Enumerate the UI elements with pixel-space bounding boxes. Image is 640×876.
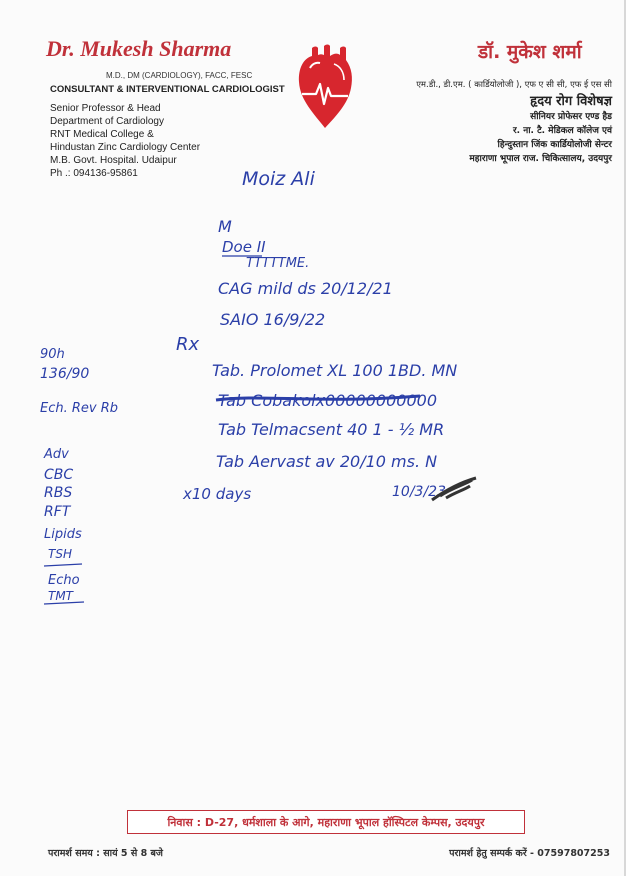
investigation-item: CBC bbox=[44, 467, 74, 483]
affiliation-line-hindi: र. ना. टै. मेडिकल कॉलेज एवं bbox=[512, 126, 612, 136]
signature-date: 10/3/23 bbox=[392, 484, 446, 500]
history-line: M bbox=[218, 217, 232, 236]
affiliation-line-hindi: हिन्दुस्तान जिंक कार्डियोलोजी सेन्टर bbox=[497, 140, 612, 150]
history-line: TTTTTME. bbox=[246, 256, 310, 271]
doctor-name-english: Dr. Mukesh Sharma bbox=[46, 36, 232, 61]
medication-line: Tab Telmacsent 40 1 - ½ MR bbox=[218, 420, 445, 439]
affiliation-line: M.B. Govt. Hospital. Udaipur bbox=[50, 155, 177, 166]
doctor-name-hindi: डॉ. मुकेश शर्मा bbox=[478, 41, 582, 63]
investigations-heading: Ech. Rev Rb bbox=[40, 401, 119, 416]
medication-line: Tab. Prolomet XL 100 1BD. MN bbox=[212, 361, 458, 380]
vitals-line: 90h bbox=[40, 347, 65, 362]
affiliation-line: Hindustan Zinc Cardiology Center bbox=[50, 142, 201, 153]
investigation-item: RBS bbox=[44, 485, 73, 501]
doctor-specialty-english: CONSULTANT & INTERVENTIONAL CARDIOLOGIST bbox=[50, 84, 285, 95]
phone-line: Ph .: 094136-95861 bbox=[50, 168, 138, 179]
medication-line-struck: Tab Cobakolx00000000000 bbox=[218, 391, 438, 410]
history-line: CAG mild ds 20/12/21 bbox=[218, 279, 393, 298]
investigation-extra: TMT bbox=[48, 589, 74, 603]
contact-number: परामर्श हेतु सम्पर्क करें - 07597807253 bbox=[449, 848, 610, 859]
affiliation-line: RNT Medical College & bbox=[50, 129, 154, 140]
investigation-item: RFT bbox=[44, 504, 71, 520]
investigation-extra: Echo bbox=[48, 573, 80, 588]
doctor-degrees-hindi: एम.डी., डी.एम. ( कार्डियोलोजी ), एफ ए सी सी, एफ ई एस सी bbox=[416, 80, 612, 90]
underline-mark bbox=[44, 564, 82, 566]
investigation-item: Lipids bbox=[44, 527, 82, 542]
affiliation-line-hindi: सीनियर प्रोफेसर एण्ड हैड bbox=[530, 112, 612, 122]
investigation-item: Adv bbox=[44, 447, 69, 462]
history-line: Doe II bbox=[222, 238, 266, 256]
affiliation-line-hindi: महाराणा भूपाल राज. चिकित्सालय, उदयपुर bbox=[469, 154, 612, 164]
patient-name: Moiz Ali bbox=[242, 168, 315, 190]
rx-symbol: Rx bbox=[176, 334, 200, 355]
affiliation-line: Senior Professor & Head bbox=[50, 103, 161, 114]
consultation-timing: परामर्श समय : सायं 5 से 8 बजे bbox=[48, 848, 163, 859]
doctor-degrees-english: M.D., DM (CARDIOLOGY), FACC, FESC bbox=[106, 71, 253, 80]
medication-line: Tab Aervast av 20/10 ms. N bbox=[216, 452, 438, 471]
duration: x10 days bbox=[183, 485, 252, 503]
investigation-item: TSH bbox=[48, 547, 72, 561]
scan-edge bbox=[626, 0, 640, 876]
residence-address: निवास : D-27, धर्मशाला के आगे, महाराणा भूपाल हॉस्पिटल केम्पस, उदयपुर bbox=[127, 810, 525, 834]
history-line: SAIO 16/9/22 bbox=[220, 310, 326, 329]
vitals-line: 136/90 bbox=[40, 366, 90, 382]
affiliation-line: Department of Cardiology bbox=[50, 116, 164, 127]
doctor-title-hindi: हृदय रोग विशेषज्ञ bbox=[530, 94, 612, 109]
